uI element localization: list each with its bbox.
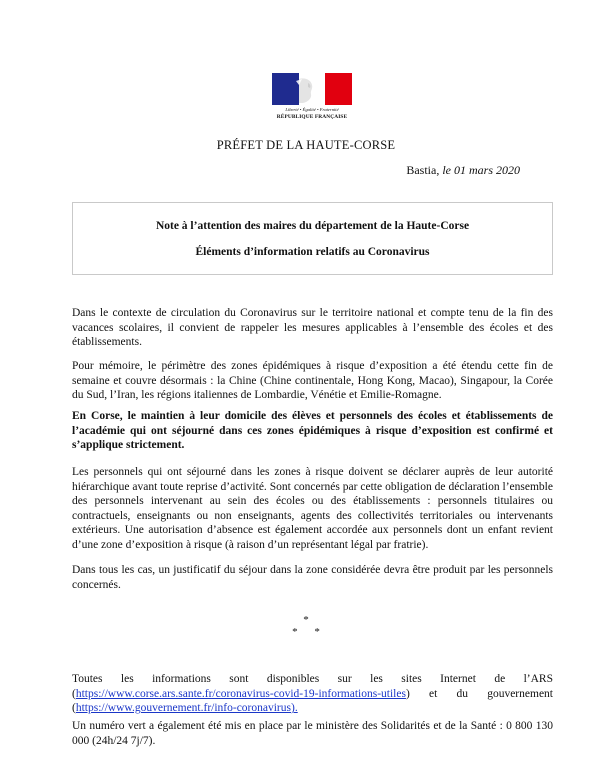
paragraph-info-links [72,672,553,716]
prefecture-title: PRÉFET DE LA HAUTE-CORSE [216,138,396,152]
paragraph-corse-measure: En Corse, le maintien à leur domicile des élèves et personnels des écoles et établissements de l’académie qui ont séjourné dans ces zones épidémiques à risque d’exposition est confirmé et s’applique strictement. [72,410,553,452]
note-title: Note à l’attention des maires du département de la Haute-Corse [155,220,470,232]
paragraph-context: Dans le contexte de circulation du Coronavirus sur le territoire national et compte tenu de la fin des vacances scolaires, il convient de rappeler les mesures applicables à l’ensemble des écoles et des établissements. [72,307,553,349]
logo-motto: Liberté • Égalité • Fraternité [285,107,339,112]
info-prefix-text: Toutes les informations sont disponibles sur les sites Internet de l’ARS ( [72,673,553,700]
republique-francaise-logo [272,73,352,125]
paragraph-justificatif: Dans tous les cas, un justificatif du séjour dans la zone considérée devra être produit par les personnels concernés. [72,564,553,591]
paragraph-hotline: Un numéro vert a également été mis en place par le ministère des Solidarités et de la Santé : 0 800 130 000 (24h/24 7j/7). [72,720,553,747]
note-title-box [72,202,553,275]
paragraph-zones: Pour mémoire, le périmètre des zones épidémiques à risque d’exposition a été étendu cette fin de semaine et couvre désormais : la Chine (Chine continentale, Hong Kong, Macao), Singapour, la Corée du Sud, l’Iran, les régions italiennes de Lombardie, Vénétie et Emilie-Romagne. [72,360,553,402]
logo-name: RÉPUBLIQUE FRANÇAISE [276,114,348,120]
ars-link[interactable]: https://www.corse.ars.sante.fr/coronavirus-covid-19-informations-utiles [75,687,406,700]
marianne-flag-icon [272,73,352,105]
gouvernement-link[interactable]: https://www.gouvernement.fr/info-coronavirus [75,702,291,715]
info-middle-text: ) et du gouvernement ( [72,687,553,715]
separator-stars-bottom: * * [292,626,320,638]
dateline [406,163,520,178]
dateline-date: le 01 mars 2020 [442,163,520,177]
paragraph-personnel: Les personnels qui ont séjourné dans les zones à risque doivent se déclarer auprès de leur autorité hiérarchique avant toute reprise d’activité. Sont concernés par cette obligation de déclaration l’ensemble des personnels intervenant au sein des écoles ou des établissements : personnels titulaires ou contractuels, enseignants ou non enseignants, agents des collectivités territoriales ou intervenants extérieurs. Une autorisation d’absence est également accordée aux personnels dont un enfant revient d’une zone d’exposition à risque (à raison d’un représentant légal par fratrie). [72,466,553,551]
note-subtitle: Éléments d’information relatifs au Coronavirus [195,246,430,258]
separator-star-top: * [303,614,309,626]
info-suffix-text: ). [291,702,298,715]
dateline-place: Bastia, [406,163,440,177]
